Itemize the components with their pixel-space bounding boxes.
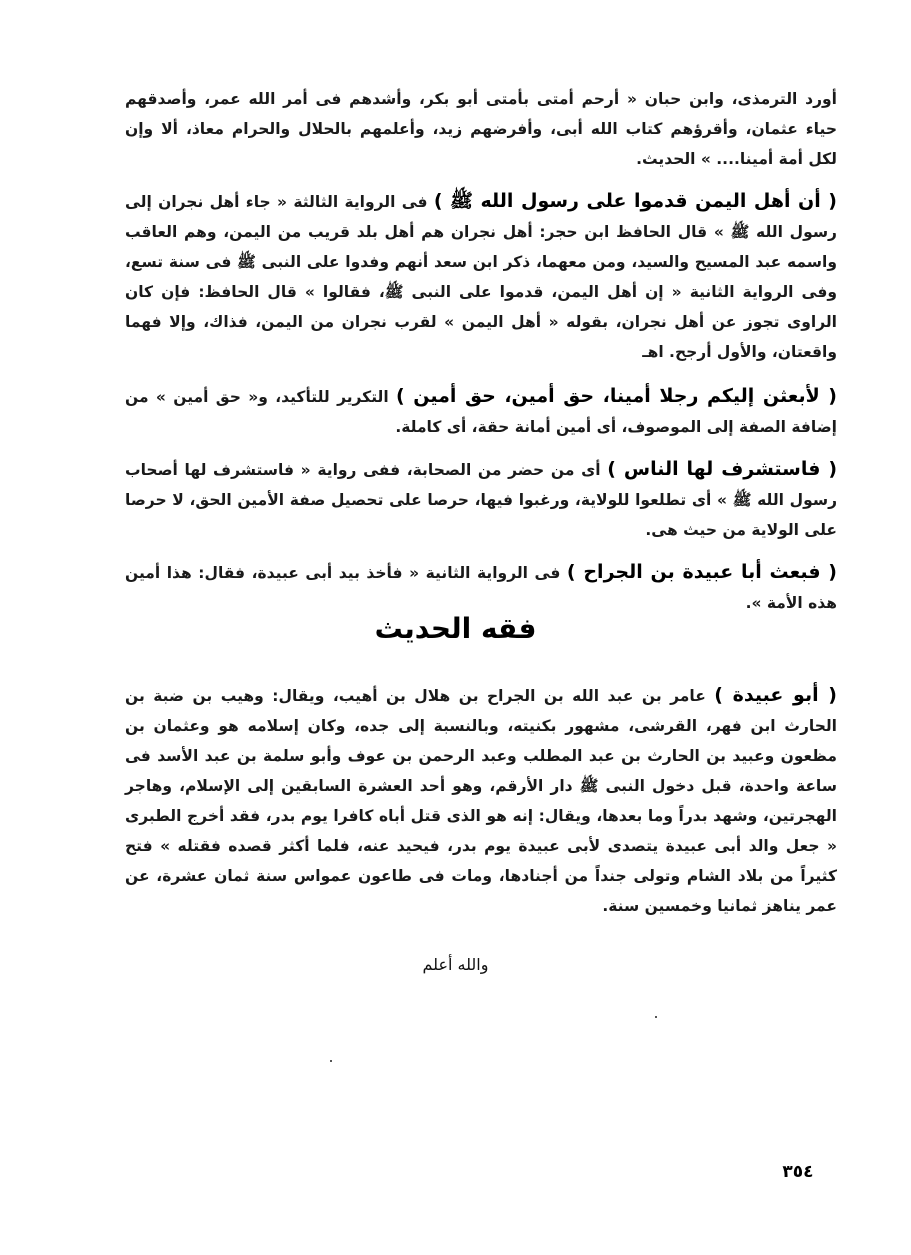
paragraph-lead: ( فاستشرف لها الناس ) <box>607 458 837 480</box>
paragraph-lead: ( لأبعثن إليكم رجلا أمينا، حق أمين، حق أمين ) <box>396 385 837 407</box>
paragraph-text: فى الرواية الثانية « فأخذ بيد أبى عبيدة، فقال: هذا أمين هذه الأمة ». <box>125 564 837 612</box>
paragraph-lead: ( أن أهل اليمن قدموا على رسول الله ﷺ ) <box>433 190 837 212</box>
paragraph-text: عامر بن عبد الله بن الجراح بن هلال بن أهيب، ويقال: وهيب بن ضبة بن الحارث ابن فهر، القرشى، مشهور بكنيته، وبالنسبة إلى جده، وكان إسلامه هو وعثمان بن مظعون وعبيد بن الحارث بن عبد المطلب وعبد الرحمن بن عوف وأبو سلمة بن عبد الأسد فى ساعة واحدة، قبل دخول النبى ﷺ دار الأرقم، وهو أحد العشرة السابقين إلى الإسلام، وهاجر الهجرتين، وشهد بدراً وما بعدها، ويقال: إنه هو الذى قتل أباه كافرا يوم بدر، فقد أخرج الطبرى « جعل والد أبى عبيدة يتصدى لأبى عبيدة يوم بدر، فيحيد عنه، فلما أكثر قصده فقتله » فتح كثيراً من بلاد الشام وتولى جنداً من أجنادها، ومات فى طاعون عمواس سنة ثمان عشرة، عن عمر يناهز ثمانيا وخمسين سنة. <box>125 687 837 915</box>
paragraph-text: فى الرواية الثالثة « جاء أهل نجران إلى رسول الله ﷺ » قال الحافظ ابن حجر: أهل نجران هم أهل بلد قريب من اليمن، وهم العاقب واسمه عبد المسيح والسيد، ومن معهما، ذكر ابن سعد أنهم وفدوا على النبى ﷺ فى سنة تسع، وفى الرواية الثانية « إن أهل اليمن، قدموا على النبى ﷺ، فقالوا » قال الحافظ: فإن كان الراوى تجوز عن أهل نجران، بقوله « أهل اليمن » لقرب نجران من اليمن، فذاك، وإلا فهما واقعتان، والأول أرجح. اهـ <box>125 193 837 361</box>
page-number: ٣٥٤ <box>782 1162 814 1182</box>
closing-phrase: والله أعلم <box>422 955 489 974</box>
paragraph-lead: ( فبعث أبا عبيدة بن الجراح ) <box>566 561 837 583</box>
paragraph-text: أورد الترمذى، وابن حبان « أرحم أمتى بأمتى أبو بكر، وأشدهم فى أمر الله عمر، وأصدقهم حياء عثمان، وأقرؤهم كتاب الله أبى، وأفرضهم زيد، وأعلمهم بالحلال والحرام معاذ، ألا وإن لكل أمة أمينا.... » الحديث. <box>125 90 837 168</box>
fiqh-section <box>125 680 837 921</box>
paragraph-yemen <box>125 186 837 367</box>
paragraph-text: التكرير للتأكيد، و« حق أمين » من إضافة الصفة إلى الموصوف، أى أمين أمانة حقة، أى كاملة. <box>125 388 837 436</box>
paragraph-istashraf <box>125 454 837 545</box>
commentary-section <box>125 84 837 618</box>
paragraph-abu-ubaida <box>125 557 837 618</box>
scan-speck <box>330 1060 332 1062</box>
paragraph-biography <box>125 680 837 921</box>
paragraph-intro <box>125 84 837 174</box>
paragraph-text: أى من حضر من الصحابة، ففى رواية « فاستشرف لها أصحاب رسول الله ﷺ » أى تطلعوا للولاية، ورغبوا فيها، حرصا على تحصيل صفة الأمين الحق، لا حرصا على الولاية من حيث هى. <box>125 461 837 539</box>
scan-speck <box>655 1016 657 1018</box>
paragraph-amin <box>125 381 837 442</box>
section-heading: فقه الحديث <box>374 612 537 645</box>
paragraph-lead: ( أبو عبيدة ) <box>714 684 837 706</box>
